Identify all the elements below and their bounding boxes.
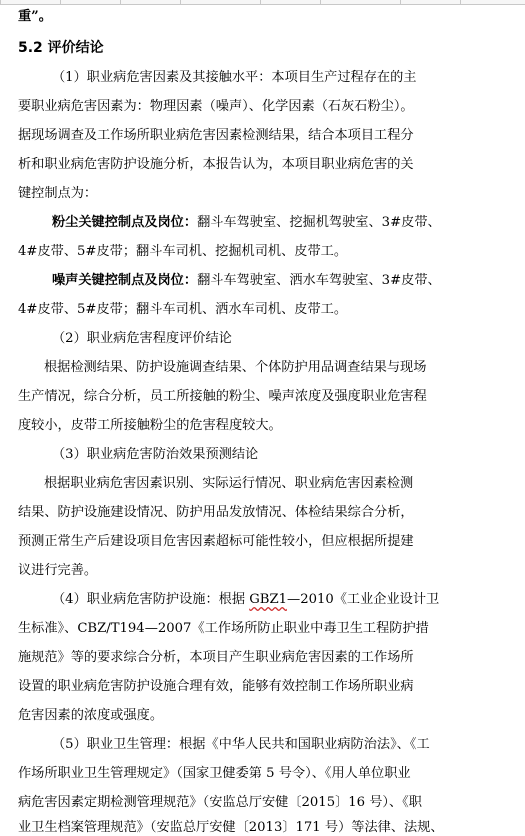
paragraph-line: 根据职业病危害因素识别、实际运行情况、职业病危害因素检测 <box>44 476 414 491</box>
paragraph-line: 生产情况，综合分析，员工所接触的粉尘、噪声浓度及强度职业危害程 <box>18 389 427 404</box>
subsection-title: （3）职业病危害防治效果预测结论 <box>52 447 259 462</box>
section-heading: 5.2 评价结论 <box>18 40 104 56</box>
subsection-title: （2）职业病危害程度评价结论 <box>52 331 232 346</box>
top-border-segment <box>460 0 525 5</box>
paragraph-line: （1）职业病危害因素及其接触水平：本项目生产过程存在的主 <box>52 70 417 85</box>
paragraph-line: 生标准》、CBZ/T194—2007《工作场所防止职业中毒卫生工程防护措 <box>18 621 429 636</box>
paragraph-line: 病危害因素定期检测管理规范》（安监总厅安健〔2015〕16 号）、《职 <box>18 795 422 810</box>
paragraph-line: 业卫生档案管理规范》（安监总厅安健〔2013〕171 号）等法律、法规、 <box>18 820 444 835</box>
top-border-segment <box>60 0 122 5</box>
paragraph-line: （5）职业卫生管理：根据《中华人民共和国职业病防治法》、《工 <box>52 737 430 752</box>
paragraph-line: 要职业病危害因素为：物理因素（噪声）、化学因素（石灰石粉尘）。 <box>18 99 414 114</box>
paragraph-line: （4）职业病危害防护设施：根据 GBZ1—2010《工业企业设计卫 <box>52 592 440 607</box>
top-border-segment <box>400 0 462 5</box>
paragraph-line: 危害因素的浓度或强度。 <box>18 708 164 723</box>
paragraph-line: 施规范》等的要求综合分析，本项目产生职业病危害因素的工作场所 <box>18 650 414 665</box>
paragraph-line: 4#皮带、5#皮带；翻斗车司机、洒水车司机、皮带工。 <box>18 302 348 317</box>
paragraph-line: 作场所职业卫生管理规定》（国家卫健委第 5 号令）、《用人单位职业 <box>18 766 411 781</box>
paragraph-line: 粉尘关键控制点及岗位：翻斗车驾驶室、挖掘机驾驶室、3#皮带、 <box>52 215 441 230</box>
top-border-segment <box>0 0 62 5</box>
spellcheck-flagged-word: GBZ1 <box>249 592 287 607</box>
paragraph-line: 噪声关键控制点及岗位：翻斗车驾驶室、洒水车驾驶室、3#皮带、 <box>52 273 441 288</box>
top-border-segment <box>320 0 402 5</box>
paragraph-line: 度较小，皮带工所接触粉尘的危害程度较大。 <box>18 418 282 433</box>
paragraph-line: 键控制点为： <box>18 186 98 201</box>
top-border-segment <box>180 0 262 5</box>
subsection-label: （1）职业病危害因素及其接触水平： <box>52 70 272 85</box>
paragraph-tail: 重”。 <box>18 9 52 24</box>
page-top-border <box>0 0 525 6</box>
top-border-segment <box>120 0 182 5</box>
paragraph-line: 预测正常生产后建设项目危害因素超标可能性较小，但应根据所提建 <box>18 534 414 549</box>
dust-control-label: 粉尘关键控制点及岗位： <box>52 215 198 230</box>
noise-control-label: 噪声关键控制点及岗位： <box>52 273 198 288</box>
paragraph-line: 4#皮带、5#皮带；翻斗车司机、挖掘机司机、皮带工。 <box>18 244 348 259</box>
paragraph-line: 结果、防护设施建设情况、防护用品发放情况、体检结果综合分析， <box>18 505 414 520</box>
top-border-segment <box>260 0 322 5</box>
paragraph-line: 设置的职业病危害防护设施合理有效，能够有效控制工作场所职业病 <box>18 679 414 694</box>
paragraph-line: 根据检测结果、防护设施调查结果、个体防护用品调查结果与现场 <box>44 360 427 375</box>
paragraph-line: 析和职业病危害防护设施分析，本报告认为，本项目职业病危害的关 <box>18 157 414 172</box>
paragraph-line: 据现场调查及工作场所职业病危害因素检测结果，结合本项目工程分 <box>18 128 414 143</box>
paragraph-line: 议进行完善。 <box>18 563 98 578</box>
